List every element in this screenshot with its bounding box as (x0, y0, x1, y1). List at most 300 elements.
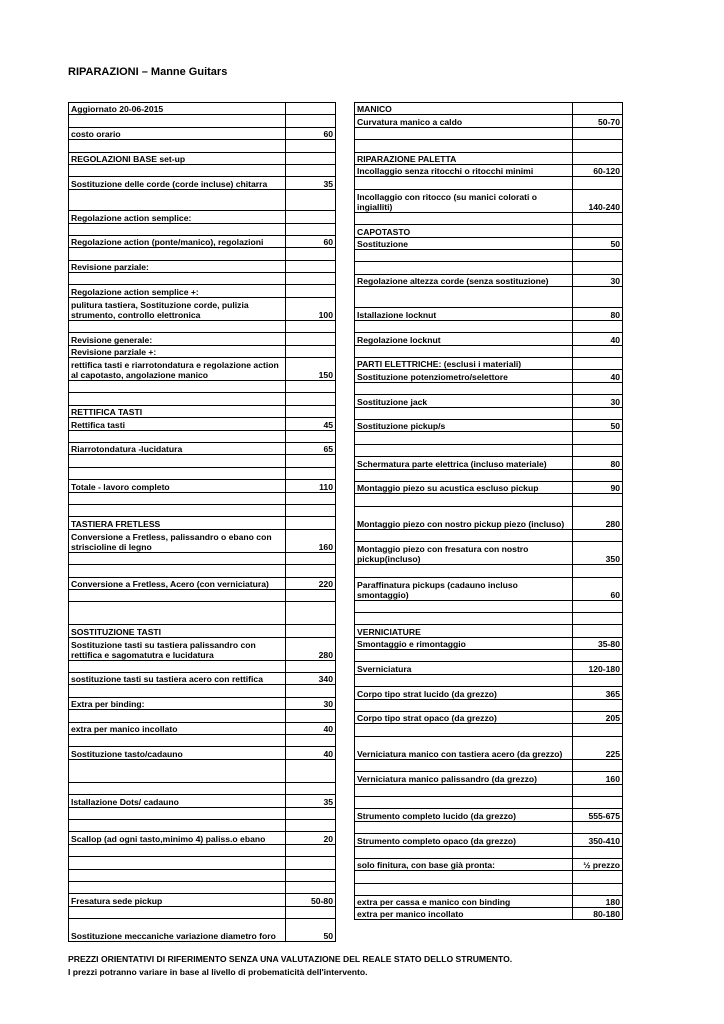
service-price: 35 (286, 795, 336, 807)
price-row (355, 565, 623, 577)
price-row (69, 235, 336, 247)
service-price (286, 782, 336, 794)
service-label: pulitura tastiera, Sostituzione corde, pulizia strumento, controllo elettronica (69, 297, 286, 320)
price-row (69, 869, 336, 881)
service-label: Strumento completo lucido (da grezzo) (355, 809, 573, 821)
service-price (286, 223, 336, 235)
service-label (355, 432, 573, 444)
service-label (355, 407, 573, 419)
service-label (355, 846, 573, 858)
price-row (69, 140, 336, 152)
service-label: Strumento completo opaco (da grezzo) (355, 834, 573, 846)
price-row (69, 857, 336, 869)
service-label (69, 881, 286, 893)
service-price: 40 (286, 722, 336, 734)
service-label: Verniciatura manico con tastiera acero (da grezzo) (355, 736, 573, 759)
price-row (355, 784, 623, 796)
price-row (355, 736, 623, 759)
service-price (286, 819, 336, 831)
service-label: Schermatura parte elettrica (incluso materiale) (355, 457, 573, 469)
price-row (69, 164, 336, 176)
service-label (355, 382, 573, 394)
service-label (355, 612, 573, 624)
service-price (573, 699, 623, 711)
service-label (69, 844, 286, 856)
right-price-table (354, 102, 623, 920)
service-price: 555-675 (573, 809, 623, 821)
service-label: TASTIERA FRETLESS (69, 517, 286, 529)
service-price (286, 759, 336, 782)
footer-line-2: I prezzi potranno variare in base al livello di probematicità dell'intervento. (68, 967, 368, 977)
price-row (355, 274, 623, 286)
service-label: Extra per binding: (69, 697, 286, 709)
service-label (355, 759, 573, 771)
service-label (69, 660, 286, 672)
service-price (573, 177, 623, 189)
price-row (355, 674, 623, 686)
service-label: Incollaggio senza ritocchi o ritocchi minimi (355, 164, 573, 176)
price-row (69, 602, 336, 625)
price-row (69, 552, 336, 564)
service-label: Sostituzione jack (355, 395, 573, 407)
service-label (69, 819, 286, 831)
service-label (69, 381, 286, 393)
service-price (286, 685, 336, 697)
service-label: VERNICIATURE (355, 625, 573, 637)
service-label: Sostituzione tasto/cadauno (69, 747, 286, 759)
service-label: Sostituzione pickup/s (355, 419, 573, 431)
service-label: Montaggio piezo con nostro pickup piezo (incluso) (355, 506, 573, 529)
service-price (286, 589, 336, 601)
price-row (355, 444, 623, 456)
footer-line-1: PREZZI ORIENTATIVI DI RIFERIMENTO SENZA UNA VALUTAZIONE DEL REALE STATO DELLO STRUMENTO. (68, 954, 513, 964)
service-label: Curvatura manico a caldo (355, 115, 573, 127)
price-row (69, 103, 336, 115)
service-price (286, 211, 336, 223)
service-price (573, 759, 623, 771)
service-price (286, 504, 336, 516)
price-row (355, 469, 623, 481)
service-price (573, 249, 623, 261)
price-row (355, 333, 623, 345)
service-label (69, 393, 286, 405)
price-row (355, 625, 623, 637)
service-price (573, 871, 623, 883)
service-price: 60 (573, 577, 623, 600)
service-price (573, 212, 623, 224)
service-price: ½ prezzo (573, 858, 623, 870)
service-label (69, 273, 286, 285)
service-label (69, 248, 286, 260)
service-label (355, 600, 573, 612)
service-label: Riarrotondatura -lucidatura (69, 442, 286, 454)
service-label: Montaggio piezo con fresatura con nostro pickup(incluso) (355, 542, 573, 565)
price-row (69, 480, 336, 492)
service-price: 120-180 (573, 662, 623, 674)
price-row (355, 164, 623, 176)
price-row (355, 358, 623, 370)
price-row (69, 285, 336, 297)
price-row (69, 152, 336, 164)
service-price (573, 600, 623, 612)
price-row (69, 504, 336, 516)
service-price (286, 164, 336, 176)
service-price (286, 260, 336, 272)
price-row (69, 492, 336, 504)
service-label (355, 494, 573, 506)
service-label (69, 710, 286, 722)
service-price (286, 625, 336, 637)
service-label (355, 140, 573, 152)
service-price (573, 140, 623, 152)
service-price: 50-70 (573, 115, 623, 127)
service-label: Aggiornato 20-06-2015 (69, 103, 286, 115)
service-label: Scallop (ad ogni tasto,minimo 4) paliss.o ebano (69, 832, 286, 844)
service-label: Conversione a Fretless, Acero (con verniciatura) (69, 577, 286, 589)
service-label (69, 115, 286, 127)
service-price: 280 (573, 506, 623, 529)
service-price: 50 (286, 919, 336, 942)
page-title: RIPARAZIONI – Manne Guitars (68, 66, 228, 78)
service-price (286, 552, 336, 564)
price-row (355, 529, 623, 541)
service-price (573, 724, 623, 736)
service-price (286, 857, 336, 869)
service-price: 340 (286, 673, 336, 685)
service-label (69, 869, 286, 881)
service-label: Regolazione altezza corde (senza sostituzione) (355, 274, 573, 286)
service-label: Istallazione Dots/ cadauno (69, 795, 286, 807)
price-row (355, 883, 623, 895)
service-label (69, 430, 286, 442)
price-row (355, 542, 623, 565)
service-label: RETTIFICA TASTI (69, 405, 286, 417)
price-row (69, 577, 336, 589)
price-row (69, 320, 336, 332)
service-label (69, 140, 286, 152)
service-price (573, 407, 623, 419)
price-row (69, 759, 336, 782)
service-label: REGOLAZIONI BASE set-up (69, 152, 286, 164)
service-price (286, 115, 336, 127)
service-label (355, 177, 573, 189)
service-price (286, 333, 336, 345)
price-row (69, 393, 336, 405)
service-label (355, 699, 573, 711)
service-price (286, 103, 336, 115)
price-row (355, 724, 623, 736)
service-price (573, 650, 623, 662)
service-price (286, 467, 336, 479)
service-price (573, 444, 623, 456)
service-price (286, 189, 336, 210)
price-row (69, 467, 336, 479)
service-price (573, 529, 623, 541)
service-label: Regolazione action (ponte/manico), regolazioni (69, 235, 286, 247)
service-price: 180 (573, 896, 623, 908)
price-row (355, 687, 623, 699)
price-row (69, 881, 336, 893)
service-price (286, 320, 336, 332)
price-row (355, 712, 623, 724)
price-row (355, 225, 623, 237)
price-row (355, 395, 623, 407)
service-price (286, 285, 336, 297)
service-label (355, 262, 573, 274)
price-row (69, 697, 336, 709)
service-price (573, 358, 623, 370)
price-row (355, 637, 623, 649)
service-label (69, 455, 286, 467)
service-price (286, 455, 336, 467)
price-row (355, 320, 623, 332)
service-label (69, 552, 286, 564)
price-row (355, 600, 623, 612)
price-row (69, 722, 336, 734)
service-price: 65 (286, 442, 336, 454)
service-price: 140-240 (573, 189, 623, 212)
service-label: Montaggio piezo su acustica escluso pickup (355, 481, 573, 493)
service-price: 100 (286, 297, 336, 320)
service-label: RIPARAZIONE PALETTA (355, 152, 573, 164)
service-price: 30 (573, 274, 623, 286)
service-label: sostituzione tasti su tastiera acero con rettifica (69, 673, 286, 685)
price-row (355, 189, 623, 212)
price-row (69, 405, 336, 417)
service-label: Revisione generale: (69, 333, 286, 345)
service-label (355, 212, 573, 224)
price-row (69, 685, 336, 697)
price-row (69, 358, 336, 381)
service-price (573, 883, 623, 895)
service-label (69, 857, 286, 869)
service-label (355, 529, 573, 541)
service-price (286, 248, 336, 260)
price-row (69, 345, 336, 357)
price-row (355, 152, 623, 164)
price-row (69, 430, 336, 442)
service-label: Paraffinatura pickups (cadauno incluso smontaggio) (355, 577, 573, 600)
price-row (69, 795, 336, 807)
service-price (286, 492, 336, 504)
price-row (69, 260, 336, 272)
price-row (355, 908, 623, 919)
price-row (69, 273, 336, 285)
service-label (355, 674, 573, 686)
price-row (69, 906, 336, 918)
service-price: 80-180 (573, 908, 623, 919)
service-price (286, 517, 336, 529)
price-row (69, 673, 336, 685)
service-price (573, 612, 623, 624)
service-price: 50 (573, 237, 623, 249)
price-row (355, 699, 623, 711)
service-price: 30 (286, 697, 336, 709)
service-label (355, 320, 573, 332)
price-row (69, 529, 336, 552)
price-row (69, 211, 336, 223)
price-row (69, 418, 336, 430)
service-price (286, 844, 336, 856)
service-price (286, 602, 336, 625)
service-price: 50-80 (286, 894, 336, 906)
service-price (286, 881, 336, 893)
price-row (69, 832, 336, 844)
price-row (355, 432, 623, 444)
price-row (355, 382, 623, 394)
service-price (573, 225, 623, 237)
price-row (355, 481, 623, 493)
service-price (286, 381, 336, 393)
service-price: 40 (286, 747, 336, 759)
service-label: SOSTITUZIONE TASTI (69, 625, 286, 637)
price-row (355, 821, 623, 833)
price-row (69, 248, 336, 260)
service-label: Sostituzione potenziometro/selettore (355, 370, 573, 382)
service-label (69, 467, 286, 479)
price-row (355, 370, 623, 382)
service-price: 40 (573, 370, 623, 382)
price-row (69, 710, 336, 722)
service-label: Conversione a Fretless, palissandro o ebano con striscioline di legno (69, 529, 286, 552)
service-price: 60-120 (573, 164, 623, 176)
price-row (355, 796, 623, 808)
price-row (69, 747, 336, 759)
service-label (69, 807, 286, 819)
service-label: Sostituzione (355, 237, 573, 249)
price-row (355, 212, 623, 224)
service-label (69, 685, 286, 697)
service-label (355, 796, 573, 808)
price-row (355, 419, 623, 431)
service-price: 90 (573, 481, 623, 493)
price-row (69, 517, 336, 529)
service-price: 45 (286, 418, 336, 430)
price-row (355, 308, 623, 320)
service-label (355, 127, 573, 139)
service-label: Sverniciatura (355, 662, 573, 674)
price-row (355, 345, 623, 357)
service-price: 80 (573, 457, 623, 469)
service-price (573, 846, 623, 858)
service-label: Fresatura sede pickup (69, 894, 286, 906)
service-label (355, 469, 573, 481)
service-price (286, 869, 336, 881)
price-row (355, 457, 623, 469)
service-price: 60 (286, 127, 336, 139)
service-price (573, 382, 623, 394)
service-price: 40 (573, 333, 623, 345)
price-row (355, 494, 623, 506)
service-price (286, 345, 336, 357)
service-label (355, 345, 573, 357)
service-label (355, 249, 573, 261)
service-price (573, 262, 623, 274)
price-row (69, 819, 336, 831)
service-label (69, 492, 286, 504)
price-row (355, 103, 623, 115)
service-price (573, 821, 623, 833)
service-price: 350-410 (573, 834, 623, 846)
service-price: 110 (286, 480, 336, 492)
service-price (573, 494, 623, 506)
price-row (355, 262, 623, 274)
price-row (355, 759, 623, 771)
service-price: 150 (286, 358, 336, 381)
service-label: Corpo tipo strat lucido (da grezzo) (355, 687, 573, 699)
price-row (355, 237, 623, 249)
service-price (573, 287, 623, 308)
service-price: 225 (573, 736, 623, 759)
service-price (286, 140, 336, 152)
service-price (286, 565, 336, 577)
service-label (355, 650, 573, 662)
service-label (355, 784, 573, 796)
service-label (69, 782, 286, 794)
service-price (286, 405, 336, 417)
service-label (355, 883, 573, 895)
service-price (286, 735, 336, 747)
service-label: Smontaggio e rimontaggio (355, 637, 573, 649)
service-price: 60 (286, 235, 336, 247)
service-label: PARTI ELETTRICHE: (esclusi i materiali) (355, 358, 573, 370)
service-label (355, 821, 573, 833)
service-label: Rettifica tasti (69, 418, 286, 430)
service-label (69, 189, 286, 210)
price-row (69, 625, 336, 637)
service-label: Regolazione action semplice +: (69, 285, 286, 297)
price-row (355, 858, 623, 870)
price-row (69, 297, 336, 320)
service-label (69, 320, 286, 332)
service-label: costo orario (69, 127, 286, 139)
service-label: Verniciatura manico palissandro (da grezzo) (355, 772, 573, 784)
service-label (69, 504, 286, 516)
service-label (69, 164, 286, 176)
service-label: Sostituzione delle corde (corde incluse) chitarra (69, 177, 286, 189)
price-row (355, 115, 623, 127)
price-row (69, 223, 336, 235)
price-row (355, 871, 623, 883)
service-label: Regolazione locknut (355, 333, 573, 345)
service-label: extra per manico incollato (355, 908, 573, 919)
service-price: 365 (573, 687, 623, 699)
price-row (355, 662, 623, 674)
service-price (286, 660, 336, 672)
service-price (573, 565, 623, 577)
service-label: CAPOTASTO (355, 225, 573, 237)
service-price (286, 906, 336, 918)
service-price (286, 152, 336, 164)
service-price (573, 469, 623, 481)
service-price: 30 (573, 395, 623, 407)
price-row (69, 735, 336, 747)
service-label (355, 724, 573, 736)
footer-note (68, 953, 512, 979)
service-label (69, 906, 286, 918)
price-row (355, 772, 623, 784)
service-price (573, 127, 623, 139)
service-label: rettifica tasti e riarrotondatura e regolazione action al capotasto, angolazione manico (69, 358, 286, 381)
service-price (573, 784, 623, 796)
service-label (69, 223, 286, 235)
left-price-table (68, 102, 336, 942)
service-price (286, 807, 336, 819)
service-price (573, 152, 623, 164)
price-row (69, 455, 336, 467)
price-row (69, 660, 336, 672)
service-label (355, 565, 573, 577)
